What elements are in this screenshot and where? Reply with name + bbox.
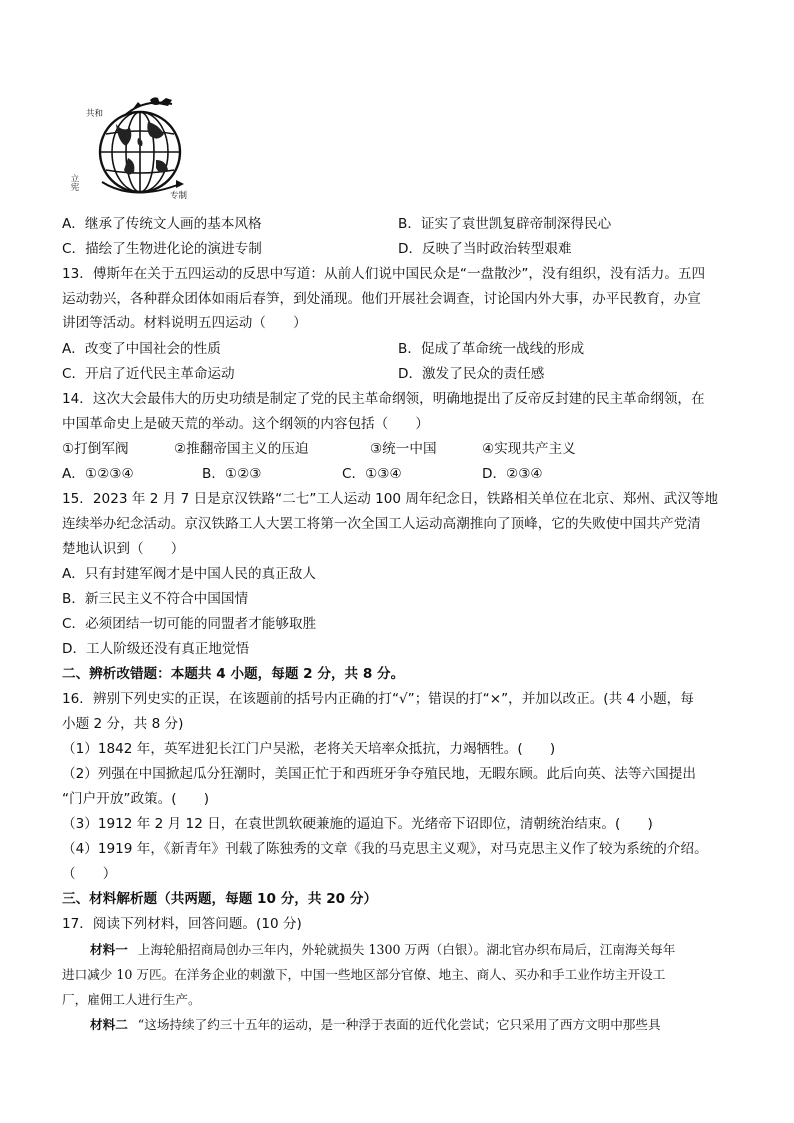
q16-item-1: （1）1842 年，英军进犯长江门户吴淞，老将关天培率众抵抗，力竭牺牲。( ): [62, 741, 556, 757]
q12-option-a: A．继承了传统文人画的基本风格: [62, 216, 262, 232]
q15-option-b: B．新三民主义不符合中国国情: [62, 591, 249, 607]
q13-option-d: D．激发了民众的责任感: [398, 366, 545, 382]
q13-option-a: A．改变了中国社会的性质: [62, 341, 221, 357]
q16-line-2: 小题 2 分，共 8 分): [62, 716, 184, 732]
globe-icon: [100, 112, 180, 192]
q15-stem-line-3: 楚地认识到（ ）: [62, 541, 185, 557]
q12-options-row-1: [62, 214, 762, 236]
q13-stem-line-1: 13．傅斯年在关于五四运动的反思中写道：从前人们说中国民众是“一盘散沙”，没有组织，没有活力。五四: [62, 266, 706, 282]
q16-item-3: （3）1912 年 2 月 12 日，在袁世凯软硬兼施的逼迫下。光绪帝下诏即位，清朝统治结束。( ): [62, 816, 653, 832]
q15-option-d: D．工人阶级还没有真正地觉悟: [62, 641, 250, 657]
q17-intro: 17．阅读下列材料，回答问题。(10 分): [62, 916, 302, 932]
q14-option-a: A．①②③④: [62, 466, 134, 482]
q12-option-c: C．描绘了生物进化论的演进专制: [62, 241, 262, 257]
q13-options-row-2: [62, 364, 762, 386]
q15-stem-line-2: 连续举办纪念活动。京汉铁路工人大罢工将第一次全国工人运动高潮推向了顶峰，它的失败使中国共产党清: [62, 516, 701, 532]
figure-label-zhuanzhi: 专制: [170, 191, 188, 201]
q17-material-1-label: 材料一: [90, 942, 128, 957]
q15-option-c: C．必须团结一切可能的同盟者才能够取胜: [62, 616, 317, 632]
q16-item-2-line-1: （2）列强在中国掀起瓜分狂潮时，美国正忙于和西班牙争夺殖民地，无暇东顾。此后向英、法等六国提出: [62, 766, 696, 782]
q15-stem-line-1: 15．2023 年 2 月 7 日是京汉铁路“二七”工人运动 100 周年纪念日，铁路相关单位在北京、郑州、武汉等地: [62, 491, 719, 507]
q12-options-row-2: [62, 239, 762, 261]
q14-options-row: [62, 464, 762, 486]
q14-stem-line-1: 14．这次大会最伟大的历史功绩是制定了党的民主革命纲领，明确地提出了反帝反封建的民主革命纲领，在: [62, 391, 705, 407]
q14-items-row: [62, 439, 762, 461]
q17-material-2-text-1: “这场持续了约三十五年的运动，是一种浮于表面的近代化尝试；它只采用了西方文明中那些具: [137, 1017, 661, 1032]
q13-stem-line-3: 讲团等活动。材料说明五四运动（ ）: [62, 315, 307, 331]
q14-option-d: D．②③④: [482, 466, 543, 482]
figure-label-gonghe: 共和: [86, 109, 104, 119]
q14-stem-line-2: 中国革命史上是破天荒的举动。这个纲领的内容包括（ ）: [62, 416, 430, 432]
q16-item-2-line-2: “门户开放”政策。( ): [62, 791, 210, 807]
q17-material-2-line-1: [90, 1015, 661, 1037]
q17-material-1-line-1: [90, 940, 675, 962]
q16-item-4-line-1: （4）1919 年，《新青年》刊载了陈独秀的文章《我的马克思主义观》，对马克思主义作了较为系统的介绍。: [62, 841, 708, 857]
q17-material-1-line-3: 厂，雇佣工人进行生产。: [62, 992, 201, 1007]
q16-item-4-line-2: （ ）: [62, 866, 117, 882]
q12-option-b: B．证实了袁世凯复辟帝制深得民心: [398, 216, 612, 232]
q14-item-1: ①打倒军阀: [62, 441, 129, 457]
q13-options-row-1: [62, 339, 762, 361]
cartoon-globe-figure: [69, 94, 202, 201]
q14-option-c: C．①③④: [342, 466, 402, 482]
q15-option-a: A．只有封建军阀才是中国人民的真正敌人: [62, 566, 316, 582]
q13-option-b: B．促成了革命统一战线的形成: [398, 341, 585, 357]
q17-material-2-label: 材料二: [90, 1017, 128, 1032]
q17-material-1-line-2: 进口减少 10 万匹。在洋务企业的刺激下，中国一些地区部分官僚、地主、商人、买办和手工业作坊主开设工: [62, 967, 666, 982]
q14-item-2: ②推翻帝国主义的压迫: [174, 441, 309, 457]
q14-item-4: ④实现共产主义: [482, 441, 576, 457]
figure-label-lixian: 立宪: [69, 174, 79, 191]
q13-stem-line-2: 运动勃兴，各种群众团体如雨后春笋，到处涌现。他们开展社会调查，讨论国内外大事，办平民教育，办宣: [62, 291, 701, 307]
q14-item-3: ③统一中国: [370, 441, 437, 457]
q12-option-d: D．反映了当时政治转型艰难: [398, 241, 572, 257]
q14-option-b: B．①②③: [202, 466, 262, 482]
q13-option-c: C．开启了近代民主革命运动: [62, 366, 235, 382]
q17-material-1-text-1: 上海轮船招商局创办三年内，外轮就损失 1300 万两（白银）。湖北官办织布局后，江南海关每年: [137, 942, 676, 957]
q16-line-1: 16．辨别下列史实的正误，在该题前的括号内正确的打“√”；错误的打“×”，并加以改正。(共 4 小题，每: [62, 691, 694, 707]
section-2-heading: 二、辨析改错题：本题共 4 小题，每题 2 分，共 8 分。: [62, 666, 405, 682]
section-3-heading: 三、材料解析题（共两题，每题 10 分，共 20 分）: [62, 891, 378, 907]
